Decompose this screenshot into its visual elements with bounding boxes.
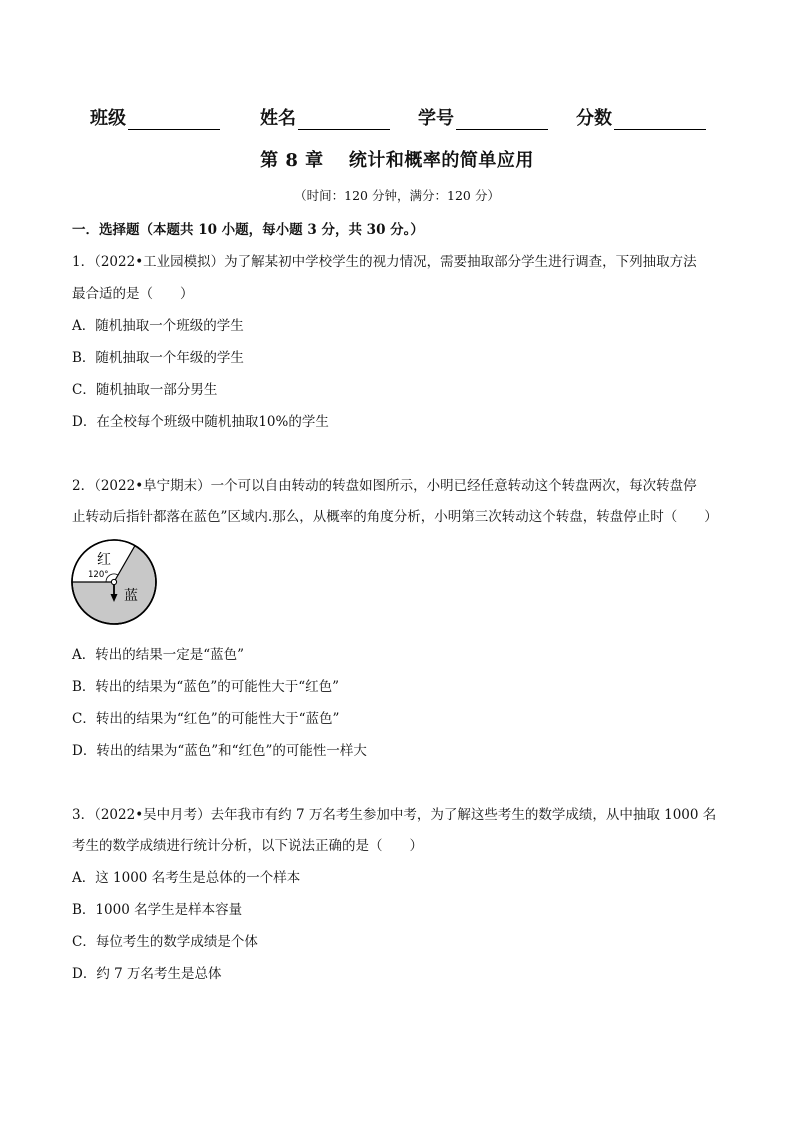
name-blank[interactable] (298, 109, 390, 130)
q3-option-b[interactable]: B．1000 名学生是样本容量 (72, 902, 243, 918)
q3-option-d[interactable]: D．约 7 万名考生是总体 (72, 966, 222, 982)
q1-option-a[interactable]: A．随机抽取一个班级的学生 (72, 318, 244, 334)
id-field (418, 104, 548, 130)
q1-stem-line1: 1．（2022•工业园模拟）为了解某初中学校学生的视力情况，需要抽取部分学生进行调查，下列抽取方法 (72, 254, 697, 270)
angle-label: 120° (88, 570, 109, 580)
student-info-header (90, 104, 710, 132)
q3-option-a[interactable]: A．这 1000 名考生是总体的一个样本 (72, 870, 301, 886)
q1-stem-line2: 最合适的是（ ） (72, 286, 194, 302)
q2-option-d[interactable]: D．转出的结果为“蓝色”和“红色”的可能性一样大 (72, 743, 367, 759)
q1-option-b[interactable]: B．随机抽取一个年级的学生 (72, 350, 244, 366)
id-blank[interactable] (456, 109, 548, 130)
name-field (260, 104, 390, 130)
class-blank[interactable] (128, 109, 220, 130)
red-label: 红 (97, 552, 111, 568)
score-label: 分数 (576, 108, 612, 129)
score-field (576, 104, 706, 130)
exam-subtitle: （时间：120 分钟，满分：120 分） (294, 188, 500, 203)
q2-stem-line1: 2．（2022•阜宁期末）一个可以自由转动的转盘如图所示，小明已经任意转动这个转盘两次，每次转盘停 (72, 478, 697, 494)
q2-stem-line2: 止转动后指针都落在蓝色”区域内.那么，从概率的角度分析，小明第三次转动这个转盘，转盘停止时（ ） (72, 509, 718, 525)
class-label: 班级 (90, 108, 126, 129)
q3-stem-line2: 考生的数学成绩进行统计分析，以下说法正确的是（ ） (72, 838, 423, 854)
q2-option-c[interactable]: C．转出的结果为“红色”的可能性大于“蓝色” (72, 711, 340, 727)
q1-option-c[interactable]: C．随机抽取一部分男生 (72, 382, 218, 398)
class-field (90, 104, 220, 130)
spinner-figure (70, 538, 160, 626)
chapter-title: 第 8 章 统计和概率的简单应用 (260, 150, 534, 171)
spinner-center (111, 579, 116, 584)
section-heading: 一．选择题（本题共 10 小题，每小题 3 分，共 30 分。） (72, 222, 424, 238)
name-label: 姓名 (260, 108, 296, 129)
blue-label: 蓝 (124, 588, 138, 604)
id-label: 学号 (418, 108, 454, 129)
q3-stem-line1: 3．（2022•吴中月考）去年我市有约 7 万名考生参加中考，为了解这些考生的数学成绩，从中抽取 1000 名 (72, 807, 717, 823)
q1-option-d[interactable]: D．在全校每个班级中随机抽取10%的学生 (72, 414, 329, 430)
q3-option-c[interactable]: C．每位考生的数学成绩是个体 (72, 934, 258, 950)
q2-option-b[interactable]: B．转出的结果为“蓝色”的可能性大于“红色” (72, 679, 340, 695)
score-blank[interactable] (614, 109, 706, 130)
q2-option-a[interactable]: A．转出的结果一定是“蓝色” (72, 647, 245, 663)
